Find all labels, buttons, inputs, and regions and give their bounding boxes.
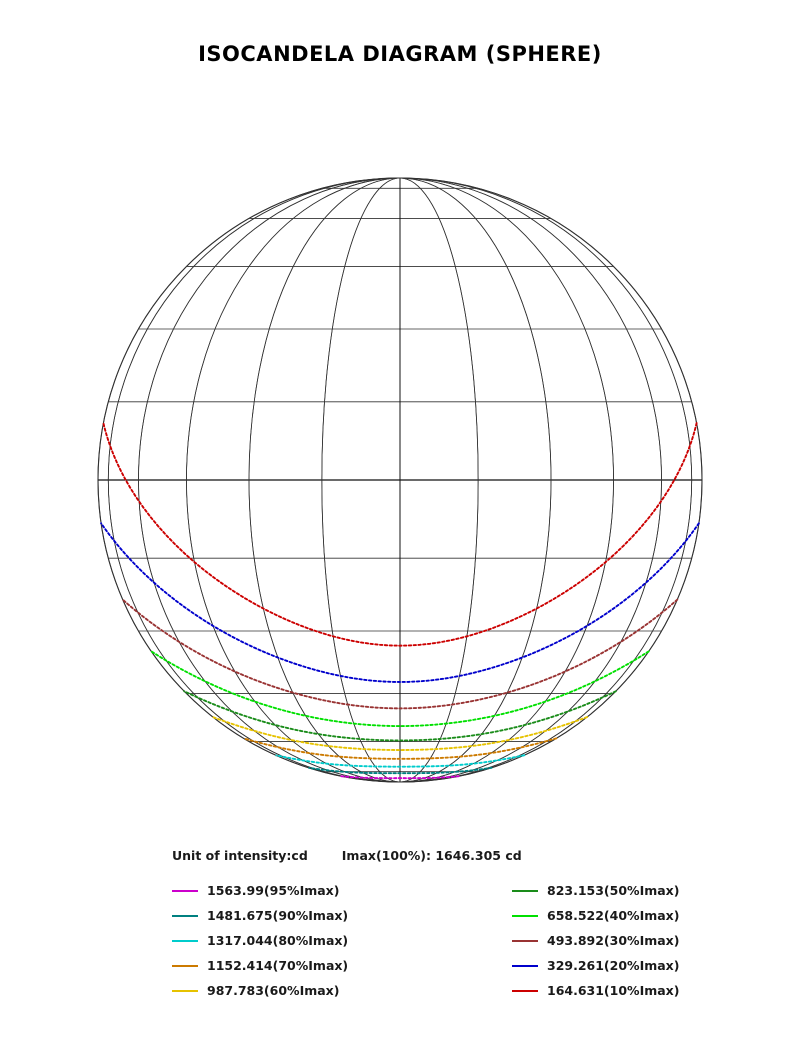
intensity-info	[172, 848, 522, 863]
legend-item	[512, 928, 692, 953]
legend-label: 1481.675(90%Imax)	[207, 908, 349, 923]
legend-color-swatch	[512, 940, 538, 942]
legend-label: 493.892(30%Imax)	[547, 933, 680, 948]
legend-color-swatch	[512, 990, 538, 992]
legend-label: 658.522(40%Imax)	[547, 908, 680, 923]
legend-color-swatch	[172, 990, 198, 992]
legend-label: 164.631(10%Imax)	[547, 983, 680, 998]
legend-item	[512, 903, 692, 928]
legend-item	[172, 878, 512, 903]
sphere-graphic	[0, 150, 800, 830]
legend-item	[512, 978, 692, 1003]
legend-label: 1563.99(95%Imax)	[207, 883, 340, 898]
legend-label: 1152.414(70%Imax)	[207, 958, 349, 973]
legend-item	[172, 903, 512, 928]
legend-label: 987.783(60%Imax)	[207, 983, 340, 998]
legend-color-swatch	[512, 890, 538, 892]
isocandela-sphere-plot	[0, 150, 800, 830]
legend-item	[172, 953, 512, 978]
legend-item	[512, 878, 692, 903]
legend-color-swatch	[172, 915, 198, 917]
imax-label: Imax(100%): 1646.305 cd	[341, 848, 522, 863]
legend-label: 823.153(50%Imax)	[547, 883, 680, 898]
legend-label: 1317.044(80%Imax)	[207, 933, 349, 948]
legend-color-swatch	[172, 940, 198, 942]
legend	[172, 878, 692, 1003]
legend-color-swatch	[512, 965, 538, 967]
unit-of-intensity-label: Unit of intensity:cd	[172, 848, 308, 863]
legend-color-swatch	[512, 915, 538, 917]
legend-color-swatch	[172, 890, 198, 892]
legend-item	[512, 953, 692, 978]
page-title: ISOCANDELA DIAGRAM (SPHERE)	[198, 42, 602, 66]
legend-item	[172, 978, 512, 1003]
legend-item	[172, 928, 512, 953]
legend-color-swatch	[172, 965, 198, 967]
legend-label: 329.261(20%Imax)	[547, 958, 680, 973]
